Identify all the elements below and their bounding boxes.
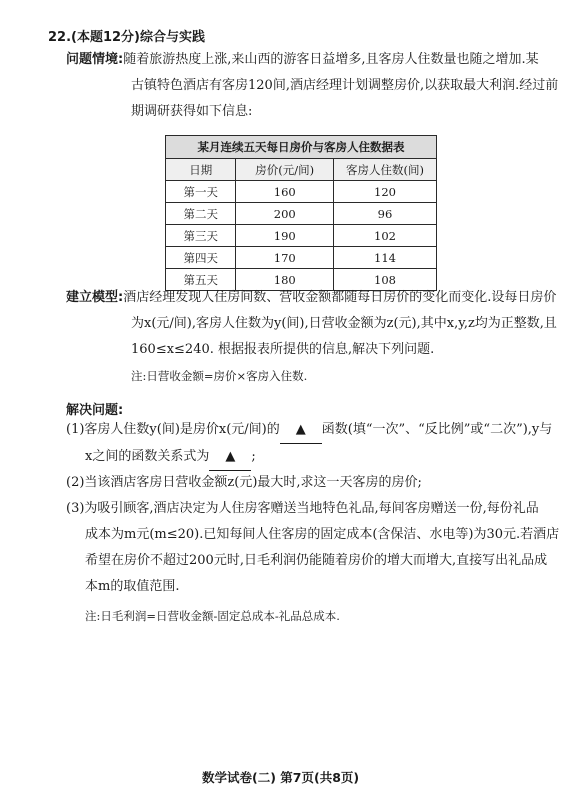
model-label: 建立模型: [66, 290, 124, 305]
data-table [165, 135, 437, 291]
question-2: (2)当该酒店客房日营收金额z(元)最大时,求这一天客房的房价; [66, 475, 422, 490]
table-header-cell: 客房人住数(间) [334, 159, 437, 181]
table-cell: 第三天 [166, 225, 236, 247]
situation-line: 期调研获得如下信息: [131, 104, 253, 119]
table-cell: 200 [236, 203, 334, 225]
page-footer: 数学试卷(二) 第7页(共8页) [202, 770, 360, 785]
table-cell: 180 [236, 269, 334, 291]
question-3-line: 希望在房价不超过200元时,日毛利润仍能随着房价的增大而增大,直接写出礼品成 [85, 553, 548, 568]
table-cell: 第四天 [166, 247, 236, 269]
model-line: 为x(元/间),客房人住数为y(间),日营收金额为z(元),其中x,y,z均为正整数,且 [131, 316, 557, 331]
table-cell: 120 [334, 181, 437, 203]
table-cell: 102 [334, 225, 437, 247]
solve-label: 解决问题: [66, 403, 124, 418]
table-row [166, 225, 437, 247]
table-cell: 114 [334, 247, 437, 269]
question-3-line: 本m的取值范围. [85, 579, 180, 594]
table-row [166, 203, 437, 225]
table-row [166, 247, 437, 269]
table-cell: 170 [236, 247, 334, 269]
solve-note: 注:日毛利润=日营收金额-固定总成本-礼品总成本. [85, 609, 340, 623]
situation-label: 问题情境: [66, 52, 124, 67]
question-3-line: (3)为吸引顾客,酒店决定为人住房客赠送当地特色礼品,每间客房赠送一份,每份礼品 [66, 501, 539, 516]
answer-blank[interactable]: ▲ [280, 417, 322, 444]
table-caption: 某月连续五天每日房价与客房人住数据表 [166, 136, 437, 159]
model-line: 160≤x≤240. 根据报表所提供的信息,解决下列问题. [131, 342, 435, 357]
table-header-cell: 房价(元/间) [236, 159, 334, 181]
model-note: 注:日营收金额=房价×客房入住数. [131, 369, 308, 383]
table-cell: 第五天 [166, 269, 236, 291]
table-cell: 第二天 [166, 203, 236, 225]
table-cell: 190 [236, 225, 334, 247]
answer-blank[interactable]: ▲ [209, 444, 251, 471]
table-header-cell: 日期 [166, 159, 236, 181]
situation-line: 古镇特色酒店有客房120间,酒店经理计划调整房价,以获取最大利润.经过前 [131, 78, 559, 93]
table-cell: 第一天 [166, 181, 236, 203]
situation-line: 随着旅游热度上涨,来山西的游客日益增多,且客房人住数量也随之增加.某 [123, 52, 539, 67]
problem-header: 22.(本题12分)综合与实践 [48, 30, 206, 45]
table-row [166, 181, 437, 203]
model-line: 酒店经理发现人住房间数、营收金额都随每日房价的变化而变化.设每日房价 [123, 290, 557, 305]
table-cell: 108 [334, 269, 437, 291]
question-1-line: (1)客房人住数y(间)是房价x(元/间)的 ▲ 函数(填“一次”、“反比例”或“二次”),y与 [66, 417, 552, 444]
question-3-line: 成本为m元(m≤20).已知每间人住客房的固定成本(含保洁、水电等)为30元.若酒店 [85, 527, 560, 542]
question-1-line: x之间的函数关系式为 ▲ ; [85, 444, 256, 471]
table-cell: 160 [236, 181, 334, 203]
table-cell: 96 [334, 203, 437, 225]
